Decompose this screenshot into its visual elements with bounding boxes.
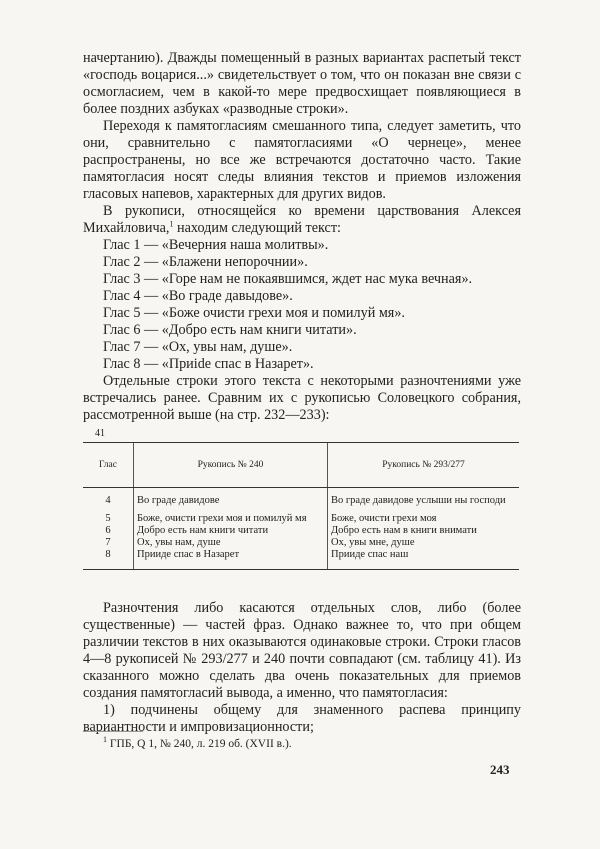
paragraph-4: Отдельные строки этого текста с некоторыми разночтениями уже встречались ранее. Сравним их с рукописью Соловецкого собрания, рассмотренной выше (на стр. 232—233): (83, 373, 521, 423)
table-row: 4 Во граде давидове Во граде давидове услыши ны господи (83, 488, 519, 508)
table-row: 7 Ох, увы нам, душе Ох, увы мне, душе (83, 537, 519, 549)
table-row: 8 Прииде спас в Назарет Прииде спас наш (83, 549, 519, 570)
footnote (103, 735, 292, 750)
paragraph-2: Переходя к памятогласиям смешанного типа, следует заметить, что они, сравнительно с памятогласиями «О чернеце», менее распространены, но все же встречаются достаточно часто. Такие памятогласия носят следы влияния текстов и приемов изложения гласовых напевов, характерных для других видов. (83, 118, 521, 202)
table-label: 41 (95, 428, 105, 439)
paragraph-3-text-a: В рукописи, относящейся ко времени царствования Алексея Михайловича, (83, 203, 521, 236)
paragraph-3-text-b: находим следующий текст: (173, 220, 341, 236)
glas-line-6: Глас 6 — «Добро есть нам книги читати». (103, 322, 357, 338)
footnote-mark: 1 (103, 735, 107, 745)
footnote-text: ГПБ, Q 1, № 240, л. 219 об. (XVII в.). (107, 738, 292, 750)
glas-line-7: Глас 7 — «Ох, увы нам, душе». (103, 339, 293, 355)
table-row: 6 Добро есть нам книги читати Добро есть нам в книги внимати (83, 525, 519, 537)
glas-line-8: Глас 8 — «Приide спас в Назарет». (103, 356, 314, 372)
comparison-table (83, 442, 519, 570)
glas-line-1: Глас 1 — «Вечерния наша молитвы». (103, 237, 329, 253)
footnote-divider (83, 731, 143, 732)
page-number: 243 (490, 762, 510, 777)
header-ms-240: Рукопись № 240 (134, 443, 328, 488)
glas-line-3: Глас 3 — «Горе нам не покаявшимся, ждет нас мука вечная». (103, 271, 473, 287)
top-text-block (83, 50, 521, 424)
glas-line-2: Глас 2 — «Блажени непорочнии». (103, 254, 308, 270)
table-row: 5 Боже, очисти грехи моя и помилуй мя Боже, очисти грехи моя (83, 507, 519, 525)
paragraph-6: 1) подчинены общему для знаменного распева принципу вариантности и импровизационности; (83, 702, 521, 735)
paragraph-3 (83, 203, 521, 237)
bottom-text-block (83, 600, 521, 736)
paragraph-5: Разночтения либо касаются отдельных слов, либо (более существенные) — частей фраз. Однако важнее то, что при общем различии текстов в них оказываются одинаковые строки. Строки гласов 4—8 рукописей № 293/277 и 240 почти совпадают (см. таблицу 41). Из сказанного можно сделать два очень показательных для приемов создания памятогласий вывода, а именно, что памятогласия: (83, 600, 521, 701)
paragraph-1: начертанию). Дважды помещенный в разных вариантах распетый текст «господь воцарися...» свидетельствует о том, что он показан вне связи с осмогласием, чем в какой-то мере предвосхищает появляющиеся в более поздних азбуках «разводные строки». (83, 50, 521, 117)
header-glas: Глас (83, 443, 134, 488)
glas-line-4: Глас 4 — «Во граде давыдове». (103, 288, 293, 304)
glas-line-5: Глас 5 — «Боже очисти грехи моя и помилуй мя». (103, 305, 405, 321)
header-ms-293: Рукопись № 293/277 (328, 443, 520, 488)
footnote-ref: 1 (169, 219, 174, 229)
